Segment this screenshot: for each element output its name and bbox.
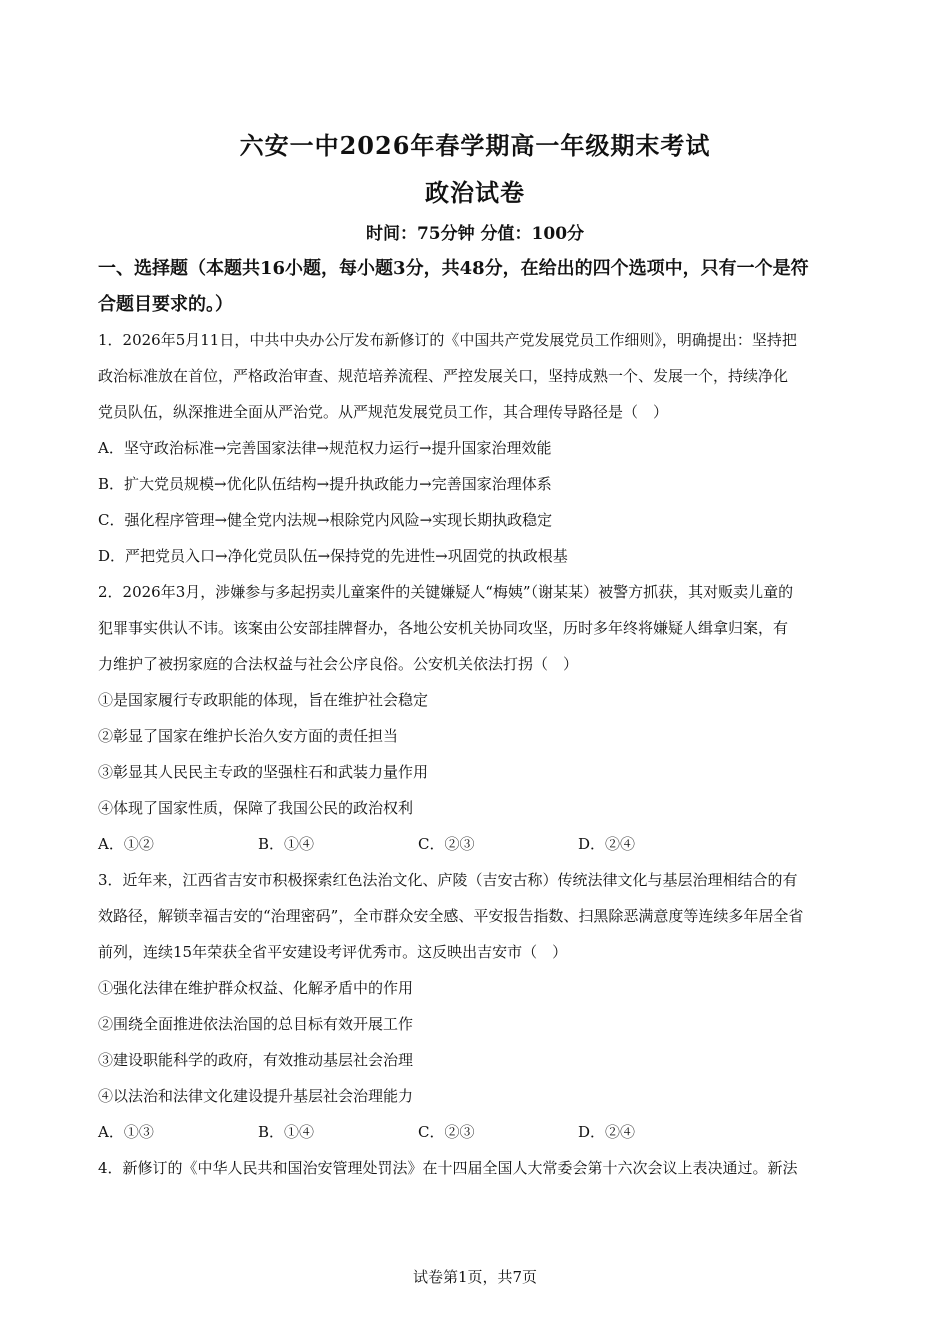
answer-choice[interactable]: A．①③ xyxy=(98,1123,154,1141)
question-stem-line: 政治标准放在首位，严格政治审查、规范培养流程、严控发展关口，坚持成熟一个、发展一个，持续净化 xyxy=(98,367,789,385)
answer-choice[interactable]: A．①② xyxy=(98,835,154,853)
statement-item: ③建设职能科学的政府，有效推动基层社会治理 xyxy=(98,1051,414,1069)
answer-choice[interactable]: D．②④ xyxy=(578,835,636,853)
question-stem-line: 党员队伍，纵深推进全面从严治党。从严规范发展党员工作，其合理传导路径是（ ） xyxy=(98,403,669,421)
question-stem-line: 2．2026年3月，涉嫌参与多起拐卖儿童案件的关键嫌疑人“梅姨”（谢某某）被警方抓获，其对贩卖儿童的 xyxy=(98,583,794,601)
question-stem-line: 犯罪事实供认不讳。该案由公安部挂牌督办，各地公安机关协同攻坚，历时多年终将嫌疑人缉拿归案，有 xyxy=(98,619,789,637)
question-3 xyxy=(98,862,858,1150)
answer-choice[interactable]: B．①④ xyxy=(258,1123,315,1141)
statement-item: ①是国家履行专政职能的体现，旨在维护社会稳定 xyxy=(98,691,429,709)
page-footer: 试卷第1页，共7页 xyxy=(412,1268,538,1286)
statement-item: ④以法治和法律文化建设提升基层社会治理能力 xyxy=(98,1087,414,1105)
answer-choices-row xyxy=(98,826,858,862)
question-stem-line: 1．2026年5月11日，中共中央办公厅发布新修订的《中国共产党发展党员工作细则》，明确提出：坚持把 xyxy=(98,331,797,349)
answer-option[interactable]: A．坚守政治标准→完善国家法律→规范权力运行→提升国家治理效能 xyxy=(98,439,552,457)
answer-option[interactable]: D．严把党员入口→净化党员队伍→保持党的先进性→巩固党的执政根基 xyxy=(98,547,568,565)
question-stem-line: 效路径，解锁幸福吉安的“治理密码”，全市群众安全感、平安报告指数、扫黑除恶满意度等连续多年居全省 xyxy=(98,907,804,925)
answer-option[interactable]: B．扩大党员规模→优化队伍结构→提升执政能力→完善国家治理体系 xyxy=(98,475,552,493)
statement-item: ②彰显了国家在维护长治久安方面的责任担当 xyxy=(98,727,399,745)
exam-time-score: 时间：75分钟 分值：100分 xyxy=(365,224,585,244)
answer-choice[interactable]: C．②③ xyxy=(418,1123,475,1141)
statement-item: ③彰显其人民民主专政的坚强柱石和武装力量作用 xyxy=(98,763,429,781)
section-heading-line: 合题目要求的。） xyxy=(98,294,233,315)
question-stem-line: 力维护了被拐家庭的合法权益与社会公序良俗。公安机关依法打拐（ ） xyxy=(98,655,579,673)
statement-item: ④体现了国家性质，保障了我国公民的政治权利 xyxy=(98,799,414,817)
question-stem-line: 3．近年来，江西省吉安市积极探索红色法治文化、庐陵（吉安古称）传统法律文化与基层治理相结合的有 xyxy=(98,871,798,889)
exam-title: 六安一中2026年春学期高一年级期末考试 xyxy=(239,131,711,160)
answer-choice[interactable]: C．②③ xyxy=(418,835,475,853)
section-heading-line: 一、选择题（本题共16小题，每小题3分，共48分，在给出的四个选项中，只有一个是符 xyxy=(98,258,809,279)
question-2 xyxy=(98,574,858,862)
answer-choice[interactable]: B．①④ xyxy=(258,835,315,853)
answer-option[interactable]: C．强化程序管理→健全党内法规→根除党内风险→实现长期执政稳定 xyxy=(98,511,553,529)
exam-subject: 政治试卷 xyxy=(425,178,525,207)
question-stem-line: 4．新修订的《中华人民共和国治安管理处罚法》在十四届全国人大常委会第十六次会议上表决通过。新法 xyxy=(98,1159,798,1177)
section-heading xyxy=(98,252,858,324)
question-4 xyxy=(98,1150,858,1186)
answer-choice[interactable]: D．②④ xyxy=(578,1123,636,1141)
question-1 xyxy=(98,322,858,574)
questions-area xyxy=(98,322,858,1186)
question-stem-line: 前列，连续15年荣获全省平安建设考评优秀市。这反映出吉安市（ ） xyxy=(98,943,568,961)
answer-choices-row xyxy=(98,1114,858,1150)
statement-item: ②围绕全面推进依法治国的总目标有效开展工作 xyxy=(98,1015,414,1033)
statement-item: ①强化法律在维护群众权益、化解矛盾中的作用 xyxy=(98,979,414,997)
